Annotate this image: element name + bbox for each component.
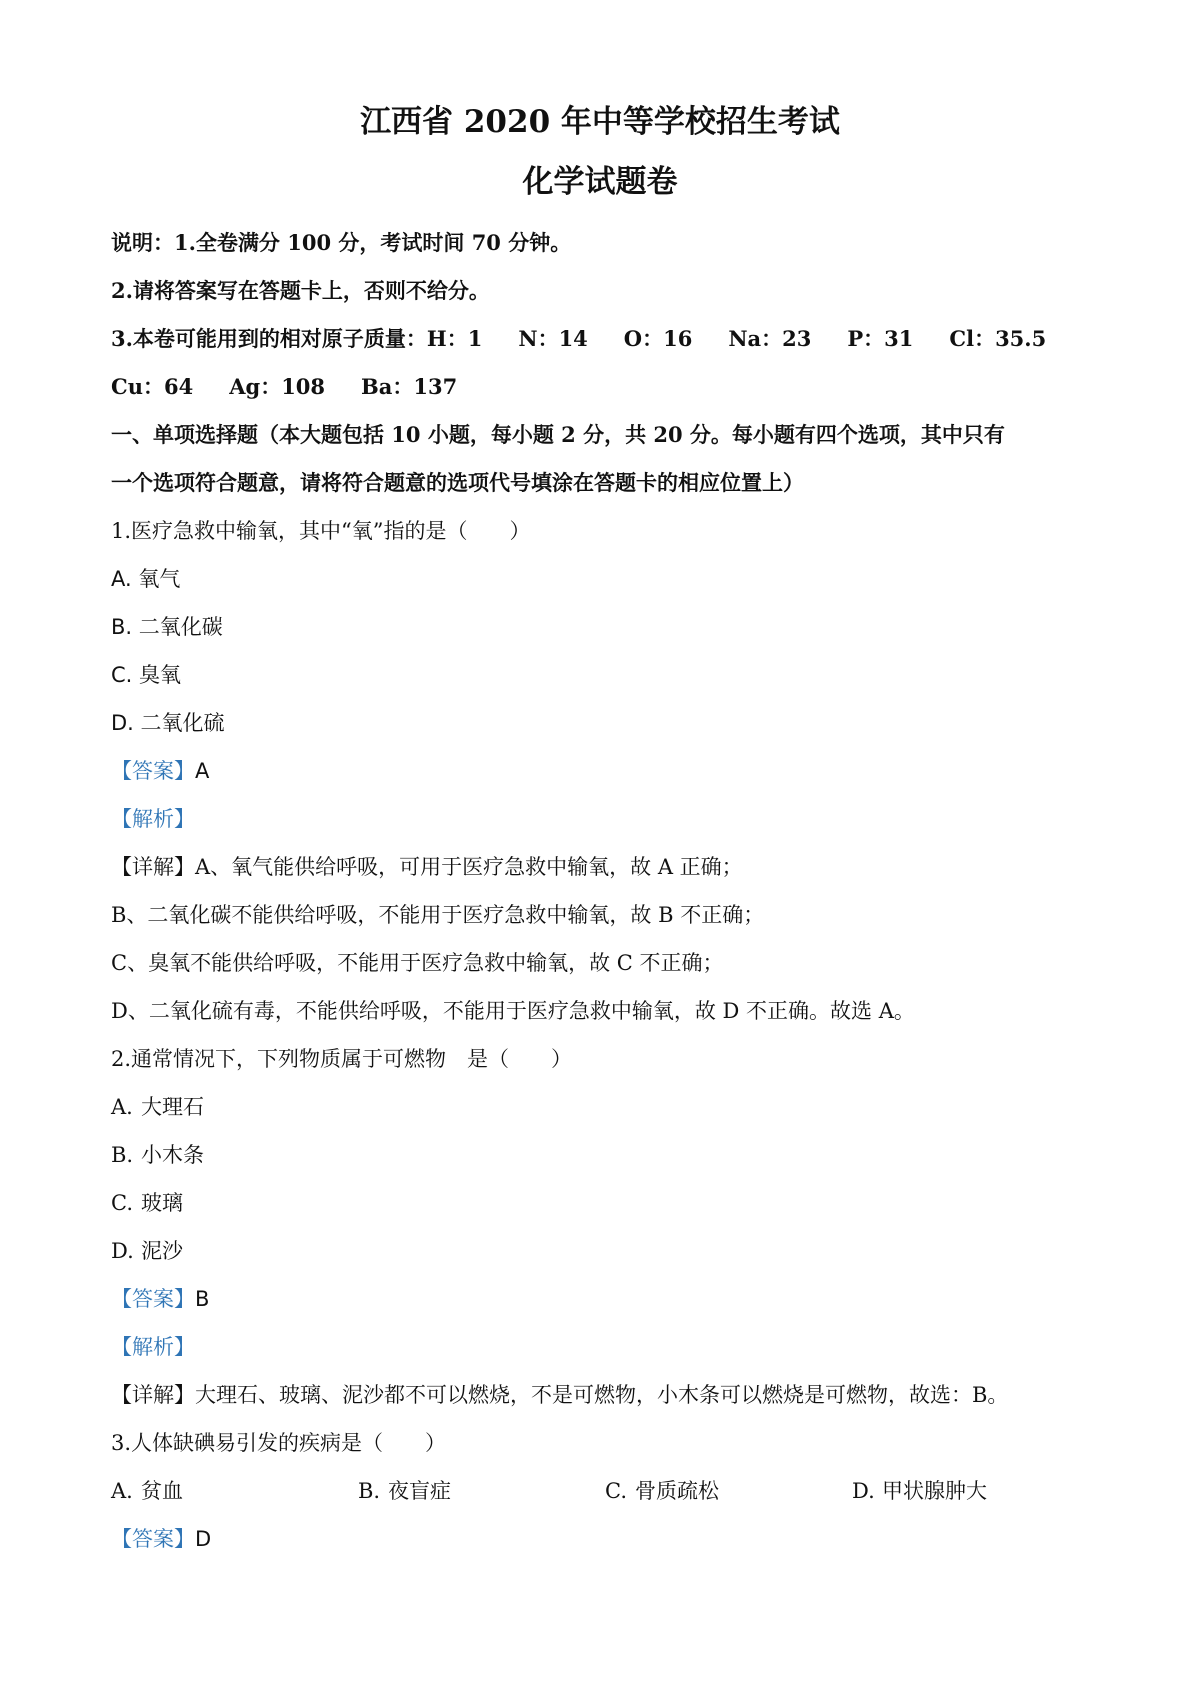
question-2-detail: 【详解】大理石、玻璃、泥沙都不可以燃烧，不是可燃物，小木条可以燃烧是可燃物，故选：B。	[111, 1383, 1009, 1407]
atomic-mass-p: P：31	[847, 326, 914, 351]
question-2-option-d: D. 泥沙	[111, 1239, 183, 1263]
question-3-answer	[111, 1524, 211, 1554]
atomic-mass-cl: Cl：35.5	[949, 326, 1047, 351]
question-1-detail-line-3: C、臭氧不能供给呼吸，不能用于医疗急救中输氧，故 C 不正确；	[111, 951, 724, 975]
question-2-answer	[111, 1284, 209, 1314]
atomic-mass-o: O：16	[623, 326, 693, 351]
question-2-option-c: C. 玻璃	[111, 1191, 183, 1215]
section-heading-line-2: 一个选项符合题意，请将符合题意的选项代号填涂在答题卡的相应位置上）	[111, 470, 804, 495]
answer-tag: 【答案】	[111, 759, 195, 783]
question-2-option-b: B. 小木条	[111, 1143, 204, 1167]
question-1-option-d: D. 二氧化硫	[111, 711, 225, 735]
question-3-option-a: A. 贫血	[111, 1479, 183, 1503]
question-1-answer	[111, 756, 209, 786]
question-1-detail-line-4: D、二氧化硫有毒，不能供给呼吸，不能用于医疗急救中输氧，故 D 不正确。故选 A。	[111, 999, 915, 1023]
question-1-detail-line-2: B、二氧化碳不能供给呼吸，不能用于医疗急救中输氧，故 B 不正确；	[111, 903, 765, 927]
instruction-line-4	[111, 372, 457, 402]
atomic-mass-ba: Ba：137	[361, 374, 458, 399]
question-1-option-a: A. 氧气	[111, 567, 181, 591]
atomic-mass-h: H：1	[426, 326, 483, 351]
instruction-line-3	[111, 324, 1046, 354]
answer-tag: 【答案】	[111, 1287, 195, 1311]
exam-title: 江西省 2020 年中等学校招生考试	[360, 104, 840, 140]
atomic-mass-intro: 3.本卷可能用到的相对原子质量：	[111, 326, 427, 351]
question-3-option-c: C. 骨质疏松	[605, 1479, 719, 1503]
answer-value: A	[195, 759, 210, 783]
question-1-option-b: B. 二氧化碳	[111, 615, 223, 639]
atomic-mass-n: N：14	[518, 326, 588, 351]
question-1-analysis-tag: 【解析】	[111, 807, 195, 831]
question-3-stem: 3.人体缺碘易引发的疾病是（ ）	[111, 1431, 447, 1455]
question-2-stem: 2.通常情况下，下列物质属于可燃物 是（ ）	[111, 1047, 573, 1071]
question-3-option-d: D. 甲状腺肿大	[852, 1479, 987, 1503]
question-2-option-a: A. 大理石	[111, 1095, 204, 1119]
answer-value: B	[195, 1287, 210, 1311]
question-1-stem: 1.医疗急救中输氧，其中“氧”指的是（ ）	[111, 519, 531, 543]
question-3-option-b: B. 夜盲症	[358, 1479, 451, 1503]
answer-tag: 【答案】	[111, 1527, 195, 1551]
question-3-options	[111, 1476, 987, 1506]
atomic-mass-ag: Ag：108	[229, 374, 326, 399]
question-1-option-c: C. 臭氧	[111, 663, 182, 687]
atomic-mass-na: Na：23	[728, 326, 812, 351]
section-heading-line-1: 一、单项选择题（本大题包括 10 小题，每小题 2 分，共 20 分。每小题有四个选项，其中只有	[111, 422, 1005, 447]
instruction-line-2: 2.请将答案写在答题卡上，否则不给分。	[111, 278, 490, 303]
atomic-mass-cu: Cu：64	[111, 374, 194, 399]
question-2-analysis-tag: 【解析】	[111, 1335, 195, 1359]
exam-subtitle: 化学试题卷	[522, 164, 678, 200]
instruction-line-1: 说明：1.全卷满分 100 分，考试时间 70 分钟。	[111, 230, 572, 255]
answer-value: D	[195, 1527, 212, 1551]
question-1-detail-line-1: 【详解】A、氧气能供给呼吸，可用于医疗急救中输氧，故 A 正确；	[111, 855, 743, 879]
